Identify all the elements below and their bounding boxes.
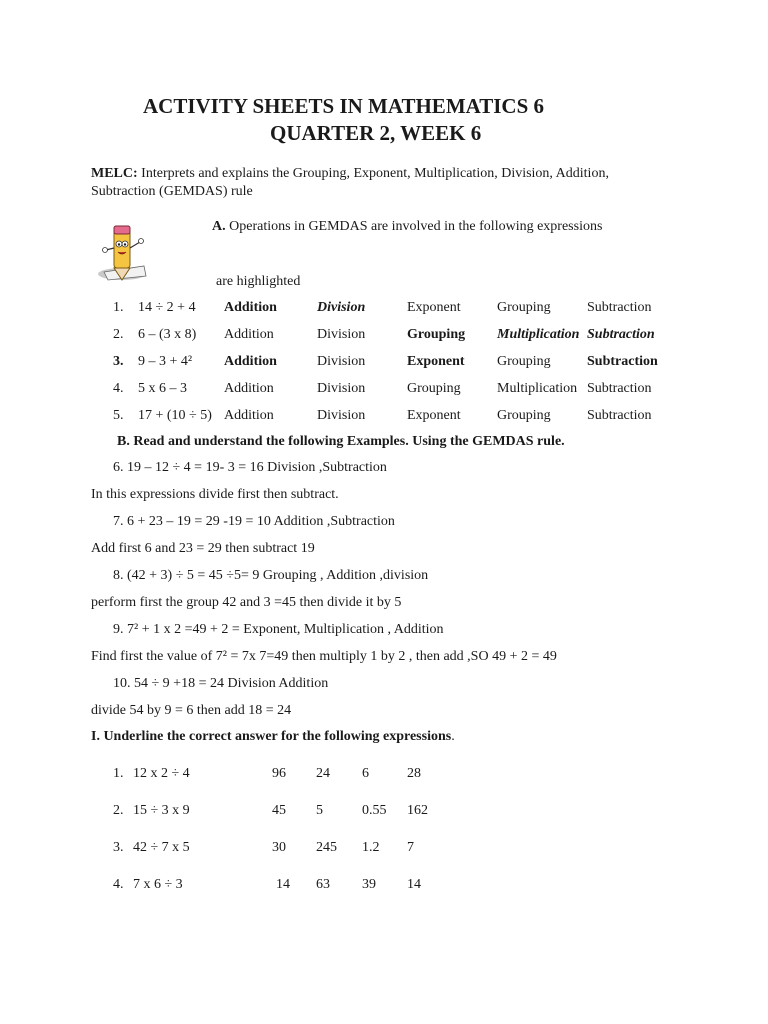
operation-option: Multiplication bbox=[497, 381, 578, 396]
item-expression: 42 ÷ 7 x 5 bbox=[133, 840, 190, 855]
answer-choice[interactable]: 6 bbox=[362, 766, 369, 781]
operation-option: Subtraction bbox=[587, 327, 655, 342]
answer-choice[interactable]: 30 bbox=[272, 840, 286, 855]
section-a-text: Operations in GEMDAS are involved in the following expressions bbox=[225, 219, 603, 234]
operation-option: Subtraction bbox=[587, 354, 658, 369]
answer-choice[interactable]: 162 bbox=[407, 803, 428, 818]
section-a-label: A. bbox=[212, 219, 226, 234]
exercise-item bbox=[0, 877, 768, 899]
operation-option: Division bbox=[317, 354, 366, 369]
answer-choice[interactable]: 96 bbox=[272, 766, 286, 781]
operation-option: Exponent bbox=[407, 408, 461, 423]
melc-line-2: Subtraction (GEMDAS) rule bbox=[91, 184, 253, 199]
item-number: 4. bbox=[113, 877, 124, 892]
item-number: 3. bbox=[113, 840, 124, 855]
operation-option: Division bbox=[317, 327, 366, 342]
item-expression: 15 ÷ 3 x 9 bbox=[133, 803, 190, 818]
answer-choice[interactable]: 245 bbox=[316, 840, 337, 855]
operation-option: Division bbox=[317, 381, 366, 396]
operation-option: Division bbox=[317, 408, 366, 423]
answer-choice[interactable]: 1.2 bbox=[362, 840, 380, 855]
item-number: 2. bbox=[113, 327, 124, 342]
item-expression: 17 + (10 ÷ 5) bbox=[138, 408, 212, 423]
title-line-2: QUARTER 2, WEEK 6 bbox=[270, 121, 482, 145]
answer-choice[interactable]: 28 bbox=[407, 766, 421, 781]
answer-choice[interactable]: 39 bbox=[362, 877, 376, 892]
example-line: 7. 6 + 23 – 19 = 29 -19 = 10 Addition ,Subtraction bbox=[113, 514, 395, 529]
exercise-item bbox=[0, 766, 768, 788]
example-line: 8. (42 + 3) ÷ 5 = 45 ÷5= 9 Grouping , Addition ,division bbox=[113, 568, 429, 583]
operation-option: Subtraction bbox=[587, 300, 652, 315]
operation-option: Grouping bbox=[497, 408, 551, 423]
section-a-item bbox=[0, 354, 768, 376]
item-expression: 5 x 6 – 3 bbox=[138, 381, 187, 396]
section-a-instruction bbox=[212, 219, 602, 235]
example-explanation: divide 54 by 9 = 6 then add 18 = 24 bbox=[91, 703, 292, 718]
item-number: 2. bbox=[113, 803, 124, 818]
answer-choice[interactable]: 45 bbox=[272, 803, 286, 818]
answer-choice[interactable]: 5 bbox=[316, 803, 323, 818]
melc-label: MELC: bbox=[91, 166, 138, 181]
item-expression: 14 ÷ 2 + 4 bbox=[138, 300, 196, 315]
item-number: 4. bbox=[113, 381, 124, 396]
item-expression: 9 – 3 + 4² bbox=[138, 354, 193, 369]
answer-choice[interactable]: 63 bbox=[316, 877, 330, 892]
section-i-heading: I. Underline the correct answer for the following expressions bbox=[91, 729, 452, 744]
answer-choice[interactable]: 7 bbox=[407, 840, 414, 855]
exercise-item bbox=[0, 803, 768, 825]
operation-option: Subtraction bbox=[587, 381, 652, 396]
operation-option: Addition bbox=[224, 381, 274, 396]
operation-option: Grouping bbox=[497, 300, 551, 315]
example-line: 6. 19 – 12 ÷ 4 = 19- 3 = 16 Division ,Subtraction bbox=[113, 460, 387, 475]
item-number: 5. bbox=[113, 408, 124, 423]
operation-option: Addition bbox=[224, 408, 274, 423]
example-line: 10. 54 ÷ 9 +18 = 24 Division Addition bbox=[113, 676, 329, 691]
operation-option: Grouping bbox=[407, 381, 461, 396]
example-explanation: perform first the group 42 and 3 =45 then divide it by 5 bbox=[91, 595, 402, 610]
item-expression: 12 x 2 ÷ 4 bbox=[133, 766, 190, 781]
example-explanation: Add first 6 and 23 = 29 then subtract 19 bbox=[91, 541, 315, 556]
operation-option: Multiplication bbox=[497, 327, 580, 342]
operation-option: Grouping bbox=[407, 327, 466, 342]
item-number: 3. bbox=[113, 354, 124, 369]
answer-choice[interactable]: 14 bbox=[407, 877, 421, 892]
melc-text-1: Interprets and explains the Grouping, Exponent, Multiplication, Division, Addition, bbox=[137, 166, 609, 181]
item-expression: 7 x 6 ÷ 3 bbox=[133, 877, 183, 892]
section-a-item bbox=[0, 408, 768, 430]
item-number: 1. bbox=[113, 300, 124, 315]
operation-option: Addition bbox=[224, 327, 274, 342]
operation-option: Exponent bbox=[407, 354, 465, 369]
section-i-heading-tail: . bbox=[451, 729, 455, 744]
example-explanation: Find first the value of 7² = 7x 7=49 then multiply 1 by 2 , then add ,SO 49 + 2 = 49 bbox=[91, 649, 557, 664]
answer-choice[interactable]: 14 bbox=[276, 877, 290, 892]
item-number: 1. bbox=[113, 766, 124, 781]
item-expression: 6 – (3 x 8) bbox=[138, 327, 197, 342]
answer-choice[interactable]: 24 bbox=[316, 766, 330, 781]
operation-option: Addition bbox=[224, 354, 277, 369]
operation-option: Addition bbox=[224, 300, 277, 315]
section-a-item bbox=[0, 327, 768, 349]
exercise-item bbox=[0, 840, 768, 862]
answer-choice[interactable]: 0.55 bbox=[362, 803, 387, 818]
section-a-item bbox=[0, 300, 768, 322]
operation-option: Exponent bbox=[407, 300, 461, 315]
section-i-heading-line bbox=[91, 729, 455, 745]
section-b-heading: B. Read and understand the following Examples. Using the GEMDAS rule. bbox=[117, 434, 565, 449]
melc-line-1 bbox=[91, 166, 609, 182]
example-line: 9. 7² + 1 x 2 =49 + 2 = Exponent, Multiplication , Addition bbox=[113, 622, 444, 637]
pencil-mascot-image bbox=[94, 220, 152, 284]
operation-option: Subtraction bbox=[587, 408, 652, 423]
operation-option: Grouping bbox=[497, 354, 551, 369]
title-line-1: ACTIVITY SHEETS IN MATHEMATICS 6 bbox=[143, 94, 545, 118]
section-a-item bbox=[0, 381, 768, 403]
section-a-text-2: are highlighted bbox=[216, 274, 301, 289]
example-explanation: In this expressions divide first then subtract. bbox=[91, 487, 339, 502]
operation-option: Division bbox=[317, 300, 366, 315]
